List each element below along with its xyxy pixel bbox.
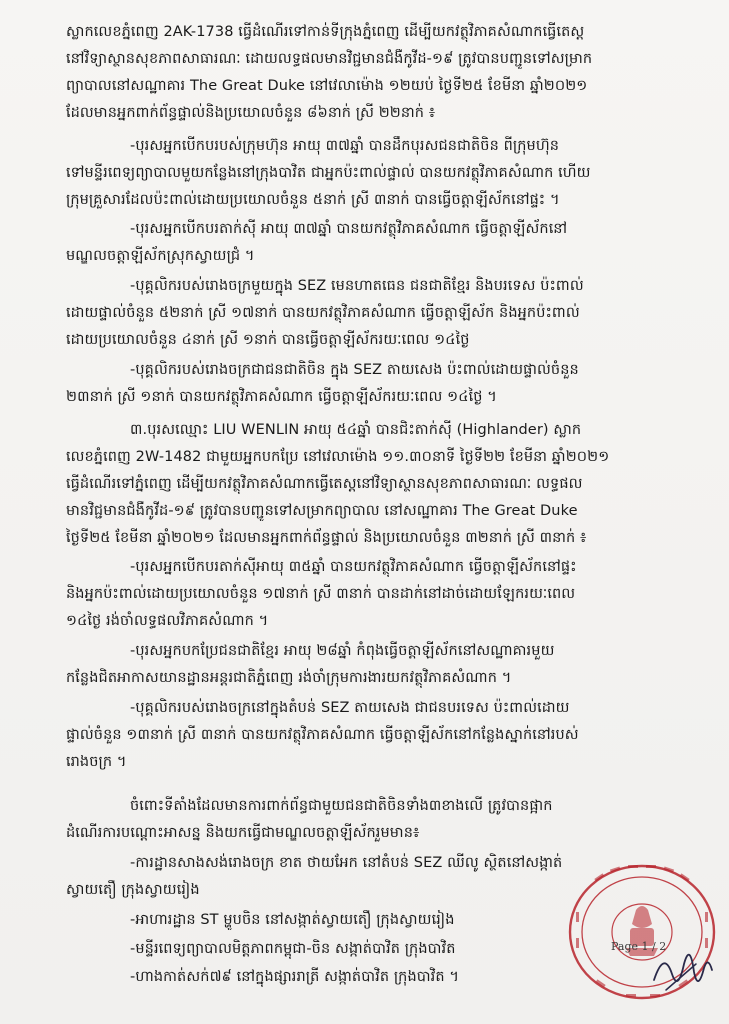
text-line: ទៅមន្ទីរពេទ្យព្យាបាលមួយកន្លែងនៅក្រុងបាវិត ជាអ្នកប៉ះពាល់ផ្ទាល់ បានយកវត្ថុវិភាគសំណាក ហើយ [66,165,591,181]
text-line: មណ្ឌលចត្តាឡីស័កស្រុកស្វាយជ្រំ ។ [66,248,255,264]
text-line: ចំពោះទីតាំងដែលមានការពាក់ព័ន្ធជាមួយជនជាតិចិនទាំង៣ខាងលើ ត្រូវបានផ្អាក [130,798,553,814]
text-line: ១៤ថ្ងៃ រង់ចាំលទ្ធផលវិភាគសំណាក ។ [66,613,269,629]
text-line: -មន្ទីរពេទ្យព្យាបាលមិត្តភាពកម្ពុជា-ចិន សង្កាត់បាវិត ក្រុងបាវិត [130,941,456,957]
text-line: -អាហារដ្ឋាន ST ម្ហូបចិន នៅសង្កាត់ស្វាយតឿ ក្រុងស្វាយរៀង [130,912,455,928]
text-line: លេខភ្នំពេញ 2W-1482 ជាមួយអ្នកបកប្រែ នៅវេលាម៉ោង ១១.៣០នាទី ថ្ងៃទី២២ ខែមីនា ឆ្នាំ២០២១ [66,449,610,465]
handwritten-signature [646,940,716,1000]
text-line: ដោយប្រយោលចំនួន ៤នាក់ ស្រី ១នាក់ បានធ្វើចត្តាឡីស័ករយៈពេល ១៤ថ្ងៃ [66,332,470,348]
text-line: ផ្ទាល់ចំនួន ១៣នាក់ ស្រី ៣នាក់ បានយកវត្ថុវិភាគសំណាក ធ្វើចត្តាឡីស័កនៅកន្លែងស្នាក់នៅរបស់ [66,727,579,743]
text-line: -បុរសអ្នកបើកបរបស់ក្រុមហ៊ុន អាយុ ៣៧ឆ្នាំ បានដឹកបុរសជនជាតិចិន ពីក្រុមហ៊ុន [130,138,560,154]
text-line: កន្លែងជិតអាកាសយានដ្ឋានអន្តរជាតិភ្នំពេញ រង់ចាំក្រុមការងារយកវត្ថុវិភាគសំណាក ។ [66,670,512,686]
text-line: -បុគ្គលិករបស់រោងចក្រមួយក្នុង SEZ មេនហាតធេន ជនជាតិខ្មែរ និងបរទេស ប៉ះពាល់ [130,278,584,294]
text-line: ដំណើរការបណ្តោះអាសន្ន និងយកធ្វើជាមណ្ឌលចត្តាឡីស័ករួមមាន៖ [66,825,420,841]
text-line: ថ្ងៃទី២៥ ខែមីនា ឆ្នាំ២០២១ ដែលមានអ្នកពាក់ព័ន្ធផ្ទាល់ និងប្រយោលចំនួន ៣២នាក់ ស្រី ៣នាក់ ៖ [66,530,587,546]
text-line: ធ្វើដំណើរទៅភ្នំពេញ ដើម្បីយកវត្ថុវិភាគសំណាកធ្វើតេស្តនៅវិទ្យាស្ថានសុខភាពសាធារណៈ លទ្ធផល [66,476,583,492]
text-line: ដោយផ្ទាល់ចំនួន ៥២នាក់ ស្រី ១៧នាក់ បានយកវត្ថុវិភាគសំណាក ធ្វើចត្តាឡីស័ក និងអ្នកប៉ះពាល់ [66,305,580,321]
text-line: នៅវិទ្យាស្ថានសុខភាពសាធារណៈ ដោយលទ្ធផលមានវិជ្ជមានជំងឺកូវីដ-១៩ ត្រូវបានបញ្ជូនទៅសម្រាក [66,51,593,67]
text-line: រោងចក្រ ។ [66,754,127,770]
text-line: ស្លាកលេខភ្នំពេញ 2AK-1738 ធ្វើដំណើរទៅកាន់ទីក្រុងភ្នំពេញ ដើម្បីយកវត្ថុវិភាគសំណាកធ្វើតេស្ត [66,24,585,40]
page-number: Page 1 / 2 [611,940,667,953]
text-line: -ហាងកាត់សក់៧៩ នៅក្នុងផ្សាររាត្រី សង្កាត់បាវិត ក្រុងបាវិត ។ [130,969,460,985]
text-line: និងអ្នកប៉ះពាល់ដោយប្រយោលចំនួន ១៧នាក់ ស្រី ៣នាក់ បានដាក់នៅដាច់ដោយឡែករយៈពេល [66,586,576,602]
text-line: ក្រុមគ្រួសារដែលប៉ះពាល់ដោយប្រយោលចំនួន ៥នាក់ ស្រី ៣នាក់ បានធ្វើចត្តាឡីស័កនៅផ្ទះ ។ [66,192,560,208]
text-line: -បុគ្គលិករបស់រោងចក្រជាជនជាតិចិន ក្នុង SEZ តាយសេង ប៉ះពាល់ដោយផ្ទាល់ចំនួន [130,362,579,378]
text-line: -បុគ្គលិករបស់រោងចក្រនៅក្នុងតំបន់ SEZ តាយសេង ជាជនបរទេស ប៉ះពាល់ដោយ [130,700,570,716]
text-line: មានវិជ្ជមានជំងឺកូវីដ-១៩ ត្រូវបានបញ្ជូនទៅសម្រាកព្យាបាល នៅសណ្ឋាគារ The Great Duke [66,503,578,519]
text-line: -បុរសអ្នកបកប្រែជនជាតិខ្មែរ អាយុ ២៨ឆ្នាំ កំពុងធ្វើចត្តាឡីស័កនៅសណ្ឋាគារមួយ [130,643,555,659]
text-line: -ការដ្ឋានសាងសង់រោងចក្រ ខាត ថាយអែក នៅតំបន់ SEZ ឈីលូ ស្ថិតនៅសង្កាត់ [130,855,563,871]
text-line: ស្វាយតឿ ក្រុងស្វាយរៀង [66,882,200,898]
text-line: ៣.បុរសឈ្មោះ LIU WENLIN អាយុ ៥៤ឆ្នាំ បានជិះតាក់ស៊ី (Highlander) ស្លាក [130,422,582,438]
text-line: -បុរសអ្នកបើកបរតាក់ស៊ី អាយុ ៣៧ឆ្នាំ បានយកវត្ថុវិភាគសំណាក ធ្វើចត្តាឡីស័កនៅ [130,221,568,237]
text-line: -បុរសអ្នកបើកបរតាក់ស៊ីអាយុ ៣៥ឆ្នាំ បានយកវត្ថុវិភាគសំណាក ធ្វើចត្តាឡីស័កនៅផ្ទះ [130,559,577,575]
text-line: ដែលមានអ្នកពាក់ព័ន្ធផ្ទាល់និងប្រយោលចំនួន ៨៦នាក់ ស្រី ២២នាក់ ៖ [66,105,436,121]
text-line: ២៣នាក់ ស្រី ១នាក់ បានយកវត្ថុវិភាគសំណាក ធ្វើចត្តាឡីស័ករយៈពេល ១៤ថ្ងៃ ។ [66,389,497,405]
text-line: ព្យាបាលនៅសណ្ឋាគារ The Great Duke នៅវេលាម៉ោង ១២យប់ ថ្ងៃទី២៥ ខែមីនា ឆ្នាំ២០២១ [66,78,588,94]
